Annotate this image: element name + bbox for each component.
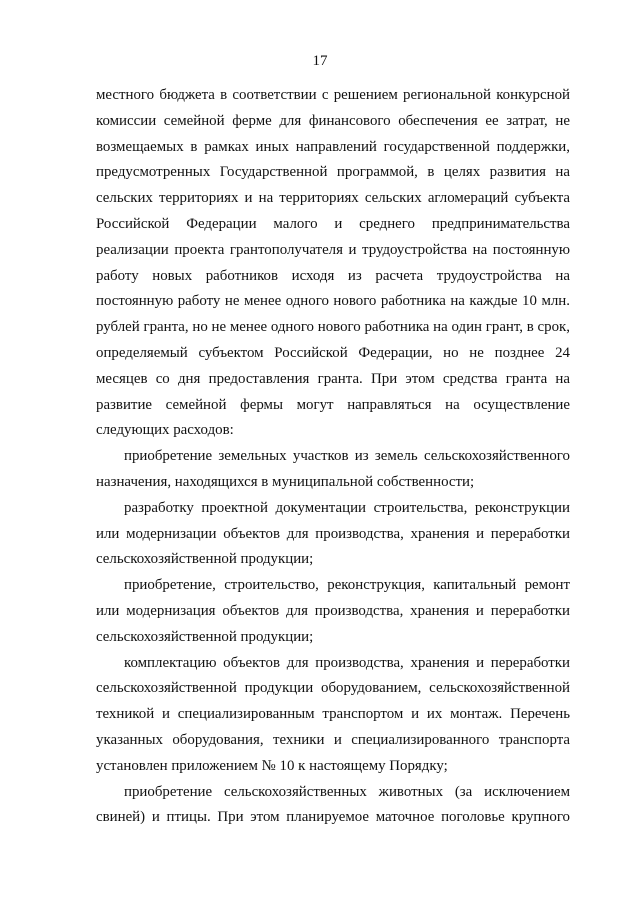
text-line: местного бюджета в соответствии с решением региональной конкурсной (96, 87, 570, 103)
text-line: сельскохозяйственной продукции; (96, 551, 314, 568)
text-line: установлен приложением № 10 к настоящему Порядку; (96, 757, 448, 774)
text-line: месяцев со дня предоставления гранта. При этом средства гранта на (96, 370, 570, 387)
text-line: следующих расходов: (96, 422, 234, 439)
text-line: работу новых работников исходя из расчета трудоустройства на (96, 267, 570, 284)
text-line: свиней) и птицы. При этом планируемое маточное поголовье крупного (96, 809, 570, 826)
text-line: постоянную работу не менее одного нового работника на каждые 10 млн. (96, 293, 570, 310)
text-line: реализации проекта грантополучателя и трудоустройства на постоянную (96, 241, 570, 258)
text-line: возмещаемых в рамках иных направлений государственной поддержки, (96, 138, 570, 155)
text-line: назначения, находящихся в муниципальной собственности; (96, 473, 475, 490)
text-line: приобретение сельскохозяйственных животных (за исключением (124, 783, 570, 800)
text-line: определяемый субъектом Российской Федерации, но не позднее 24 (96, 344, 570, 361)
text-line: сельских территориях и на территориях сельских агломераций субъекта (96, 190, 570, 207)
page-number: 17 (312, 53, 328, 69)
text-line: приобретение земельных участков из земель сельскохозяйственного (124, 448, 570, 465)
text-line: приобретение, строительство, реконструкция, капитальный ремонт (124, 577, 570, 594)
text-line: комплектацию объектов для производства, хранения и переработки (124, 654, 570, 671)
text-line: развитие семейной фермы могут направляться на осуществление (96, 396, 570, 413)
text-line: комиссии семейной ферме для финансового обеспечения ее затрат, не (96, 112, 570, 129)
text-line: или модернизация объектов для производства, хранения и переработки (96, 602, 570, 619)
text-line: предусмотренных Государственной программой, в целях развития на (96, 164, 570, 181)
text-line: сельскохозяйственной продукции оборудованием, сельскохозяйственной (96, 680, 570, 697)
text-line: техникой и специализированным транспортом и их монтаж. Перечень (96, 706, 570, 723)
text-line: разработку проектной документации строительства, реконструкции (124, 499, 570, 516)
text-line: или модернизации объектов для производства, хранения и переработки (96, 525, 570, 542)
text-line: рублей гранта, но не менее одного нового работника на один грант, в срок, (96, 319, 570, 336)
document-body (96, 83, 570, 831)
text-line: Российской Федерации малого и среднего предпринимательства (96, 215, 570, 232)
text-line: сельскохозяйственной продукции; (96, 628, 314, 645)
text-line: указанных оборудования, техники и специализированного транспорта (96, 731, 570, 748)
